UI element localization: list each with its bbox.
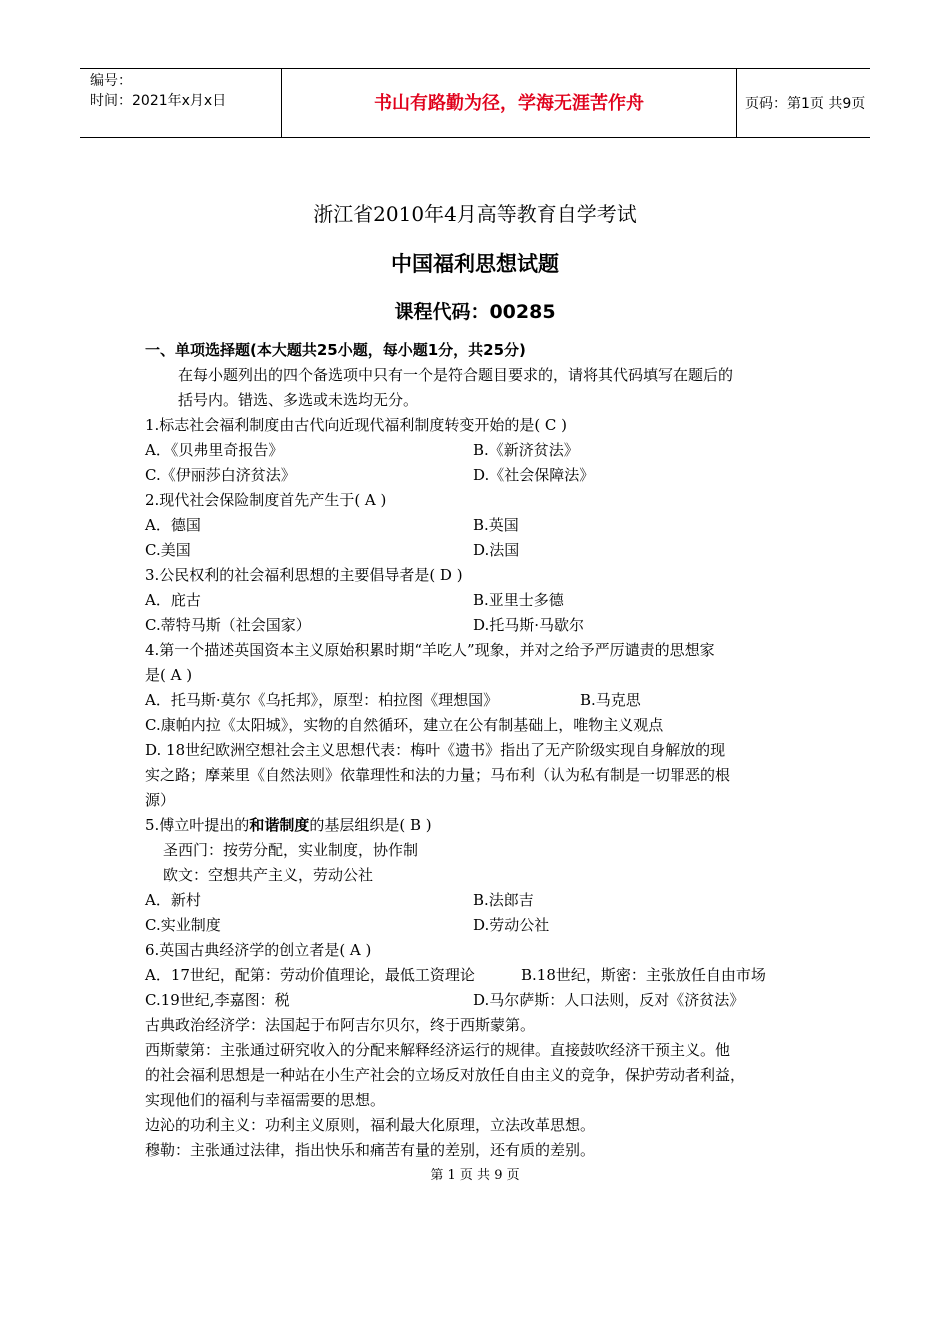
question-3-option-b: B.亚里士多德 <box>473 591 564 609</box>
question-6-option-d: D.马尔萨斯：人口法则，反对《济贫法》 <box>473 991 745 1009</box>
question-5-option-c: C.实业制度 <box>145 916 221 934</box>
course-code: 课程代码：00285 <box>394 301 556 323</box>
question-5-option-d: D.劳动公社 <box>473 916 550 934</box>
question-4-option-a: A．托马斯·莫尔《乌托邦》，原型：柏拉图《理想国》 <box>145 691 499 709</box>
question-6-option-b: B.18世纪，斯密：主张放任自由市场 <box>521 966 766 984</box>
page-footer: 第 1 页 共 9 页 <box>430 1168 520 1183</box>
subject-title: 中国福利思想试题 <box>391 252 559 276</box>
question-1-option-c: C.《伊丽莎白济贫法》 <box>145 466 296 484</box>
section-instruction-line2: 括号内。错选、多选或未选均无分。 <box>178 391 419 409</box>
question-5-stem-pre: 5.傅立叶提出的 <box>145 816 250 834</box>
question-3-option-a: A．庇古 <box>145 591 201 609</box>
question-1-option-a: A．《贝弗里奇报告》 <box>145 441 284 459</box>
question-4-option-b: B.马克思 <box>580 691 641 709</box>
date-label: 时间：2021年x月x日 <box>90 93 227 109</box>
question-1-option-d: D.《社会保障法》 <box>473 466 595 484</box>
question-4-option-d-line1: D. 18世纪欧洲空想社会主义思想代表：梅叶《遗书》指出了无产阶级实现自身解放的现 <box>145 741 726 759</box>
question-5-option-b: B.法郎吉 <box>473 891 534 909</box>
question-3-stem: 3.公民权利的社会福利思想的主要倡导者是( D ) <box>145 566 463 584</box>
question-1-stem: 1.标志社会福利制度由古代向近现代福利制度转变开始的是( C ) <box>145 416 568 434</box>
question-5-note1: 圣西门：按劳分配，实业制度，协作制 <box>163 841 419 859</box>
note-mill: 穆勒：主张通过法律，指出快乐和痛苦有量的差别，还有质的差别。 <box>145 1141 596 1159</box>
header-page-info: 页码：第1页 共9页 <box>745 96 866 112</box>
question-6-stem: 6.英国古典经济学的创立者是( A ) <box>145 941 372 959</box>
question-1-option-b: B.《新济贫法》 <box>473 441 579 459</box>
question-4-option-d-line2: 实之路；摩莱里《自然法则》依靠理性和法的力量；马布利（认为私有制是一切罪恶的根 <box>145 766 731 784</box>
question-4-option-c: C.康帕内拉《太阳城》，实物的自然循环，建立在公有制基础上，唯物主义观点 <box>145 716 664 734</box>
document-header <box>80 68 870 138</box>
header-page-cell <box>736 69 870 137</box>
question-4-stem-line1: 4.第一个描述英国资本主义原始积累时期“羊吃人”现象，并对之给予严厉谴责的思想家 <box>145 641 715 659</box>
section-instruction-line1: 在每小题列出的四个备选项中只有一个是符合题目要求的，请将其代码填写在题后的 <box>178 366 734 384</box>
question-2-option-a: A．德国 <box>145 516 201 534</box>
question-3-option-d: D.托马斯·马歇尔 <box>473 616 585 634</box>
question-5-stem-emphasis: 和谐制度 <box>249 816 310 834</box>
note-sismondi-line1: 西斯蒙第：主张通过研究收入的分配来解释经济运行的规律。直接鼓吹经济干预主义。他 <box>145 1041 731 1059</box>
question-3-option-c: C.蒂特马斯（社会国家） <box>145 616 311 634</box>
question-4-option-d-line3: 源） <box>145 791 176 809</box>
question-5-stem-post: 的基层组织是( B ) <box>309 816 432 834</box>
exam-title: 浙江省2010年4月高等教育自学考试 <box>313 202 637 226</box>
question-2-option-b: B.英国 <box>473 516 519 534</box>
question-5-stem <box>145 815 432 835</box>
question-4-stem-line2: 是( A ) <box>145 666 193 684</box>
note-classical-economics: 古典政治经济学：法国起于布阿吉尔贝尔，终于西斯蒙第。 <box>145 1016 536 1034</box>
header-meta-cell <box>80 69 281 137</box>
question-6-option-a: A．17世纪，配第：劳动价值理论，最低工资理论 <box>145 966 475 984</box>
note-sismondi-line2: 的社会福利思想是一种站在小生产社会的立场反对放任自由主义的竞争，保护劳动者利益， <box>145 1066 746 1084</box>
question-5-option-a: A．新村 <box>145 891 201 909</box>
header-motto-cell <box>281 69 737 137</box>
question-5-note2: 欧文：空想共产主义，劳动公社 <box>163 866 374 884</box>
question-2-option-d: D.法国 <box>473 541 520 559</box>
section-heading: 一、单项选择题(本大题共25小题，每小题1分，共25分) <box>145 341 526 359</box>
question-2-stem: 2.现代社会保险制度首先产生于( A ) <box>145 491 387 509</box>
note-bentham: 边沁的功利主义：功利主义原则，福利最大化原理，立法改革思想。 <box>145 1116 596 1134</box>
motto-text: 书山有路勤为径，学海无涯苦作舟 <box>374 93 644 114</box>
question-2-option-c: C.美国 <box>145 541 191 559</box>
note-sismondi-line3: 实现他们的福利与幸福需要的思想。 <box>145 1091 386 1109</box>
serial-number-label: 编号： <box>90 73 132 89</box>
question-6-option-c: C.19世纪,李嘉图：税 <box>145 991 290 1009</box>
